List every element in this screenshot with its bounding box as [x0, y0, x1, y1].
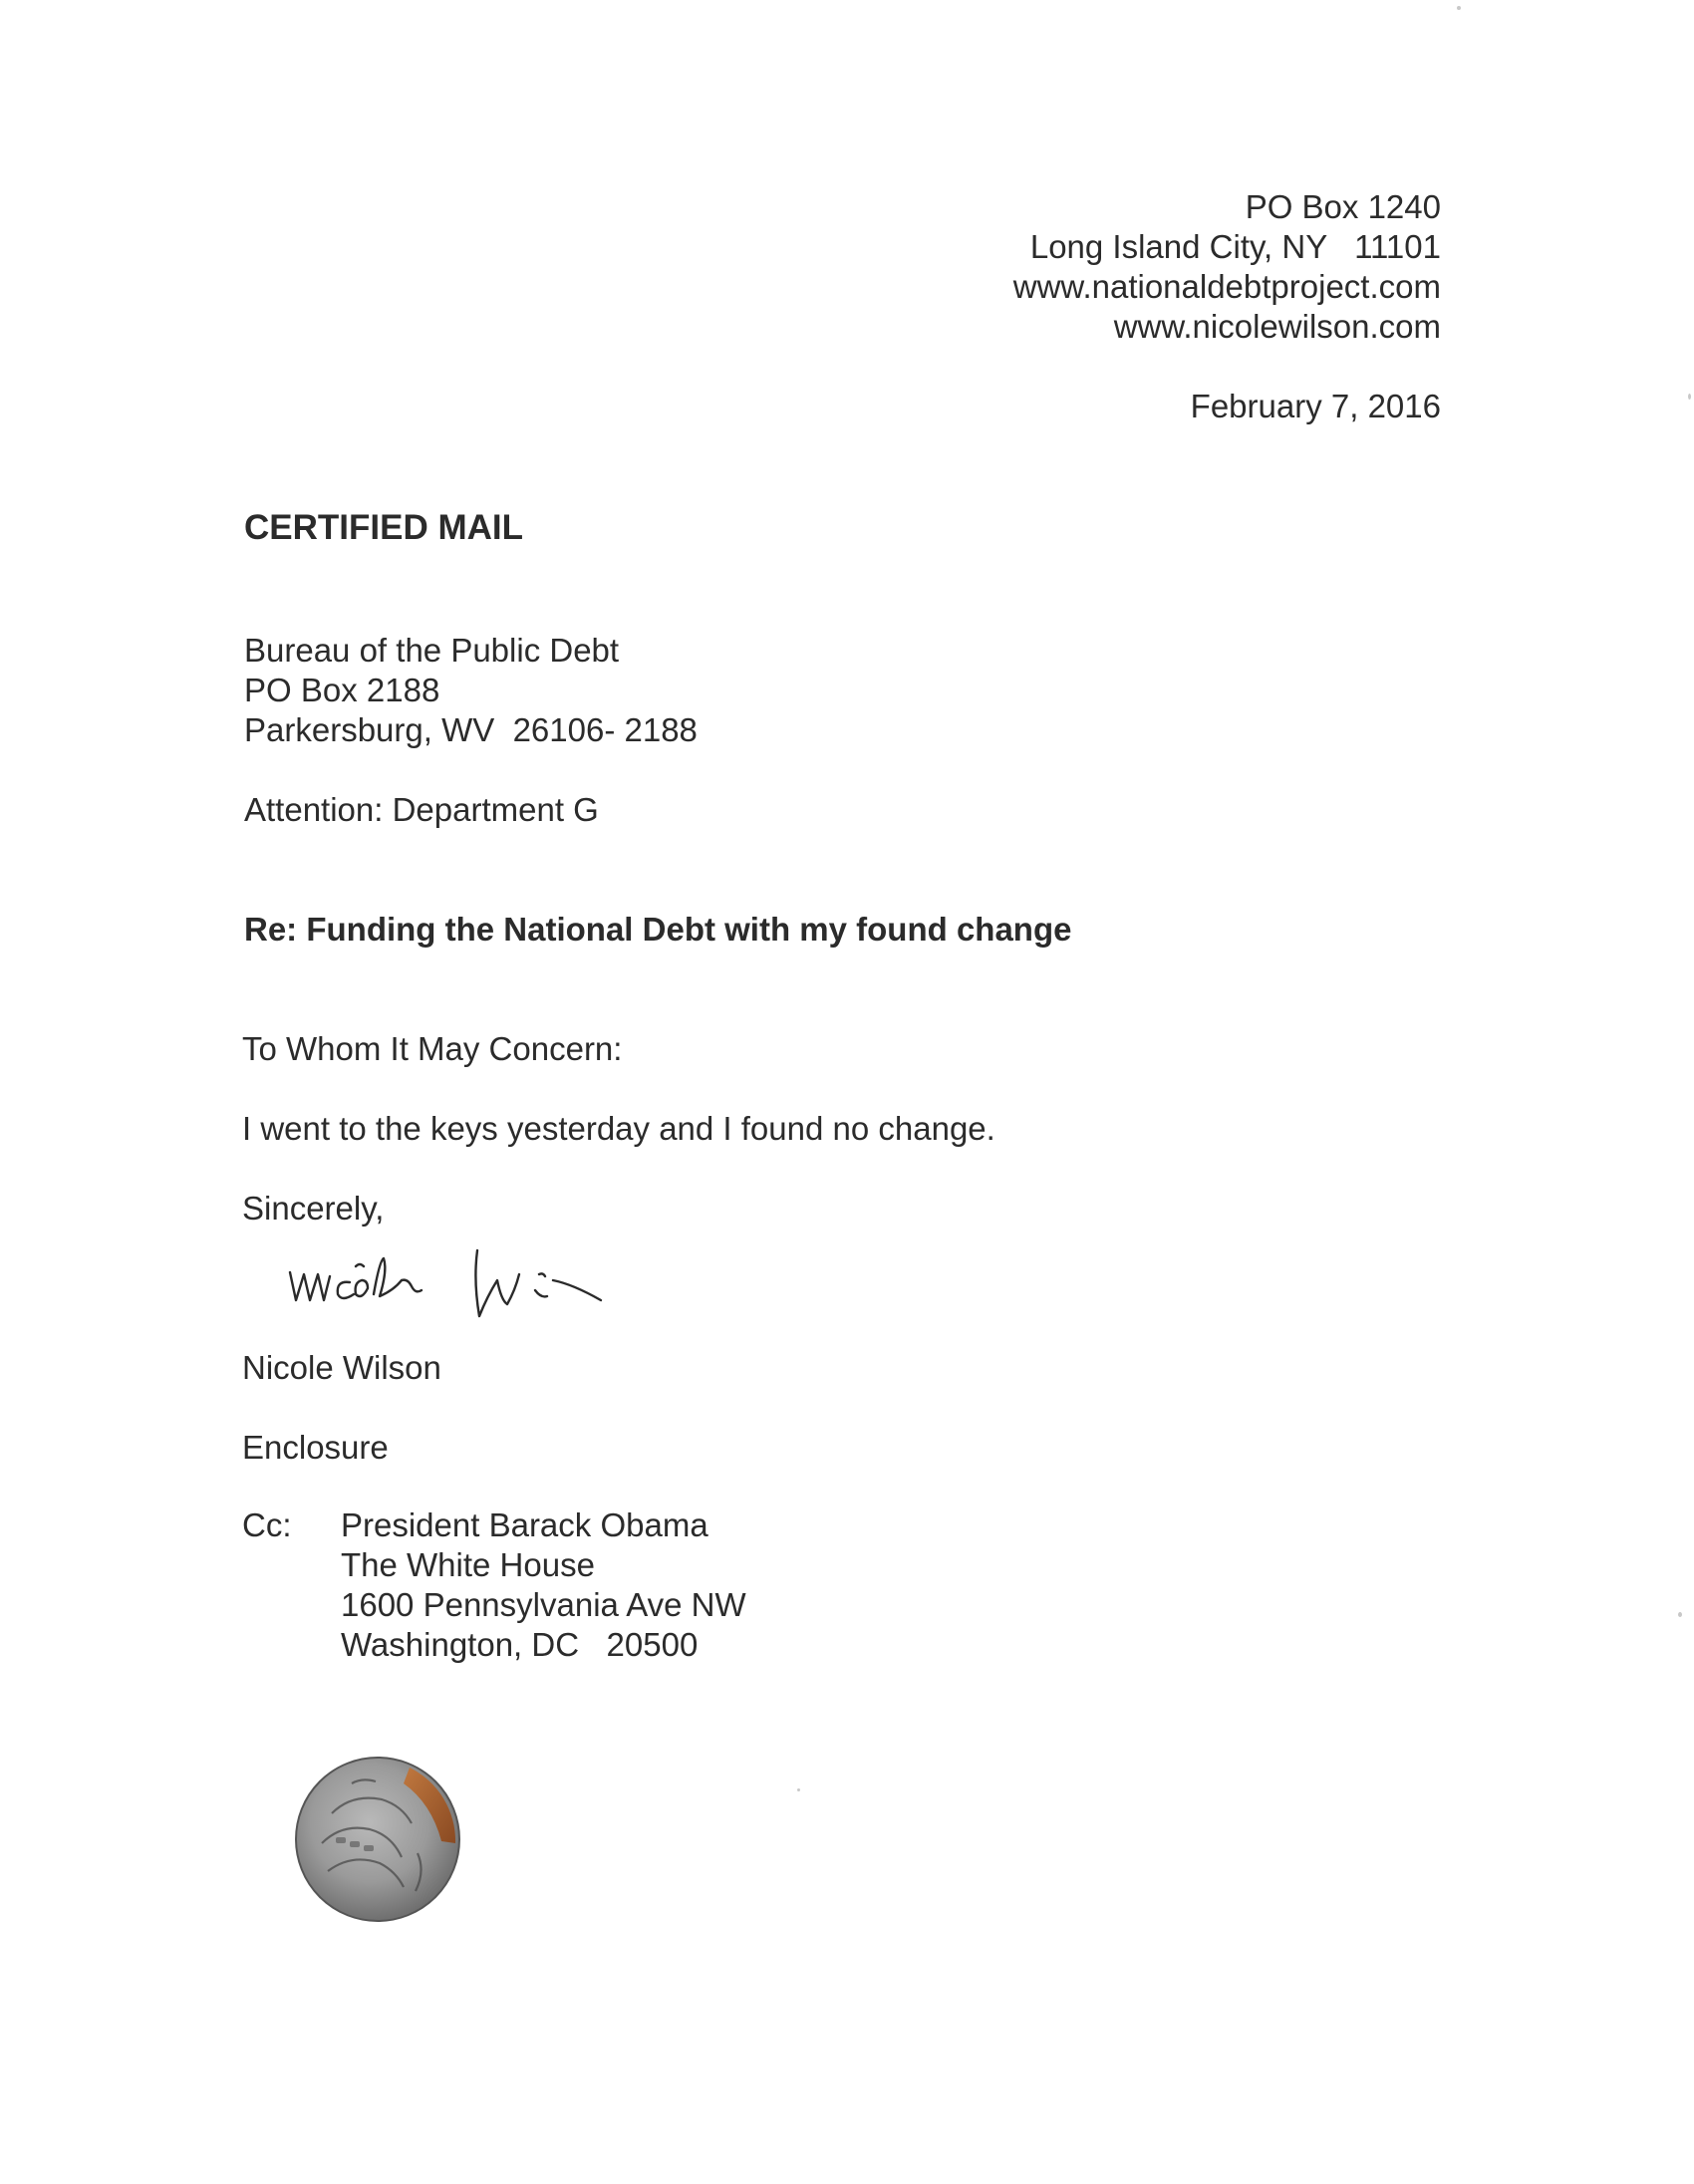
sender-website-1: www.nationaldebtproject.com: [1012, 268, 1441, 305]
penny-coin-image: [292, 1754, 463, 1925]
cc-line1: President Barack Obama: [341, 1506, 708, 1543]
cc-line2: The White House: [341, 1546, 595, 1583]
closing: Sincerely,: [242, 1190, 385, 1227]
scan-speck: [1688, 394, 1691, 400]
certified-mail-heading: CERTIFIED MAIL: [244, 508, 523, 547]
cc-line3: 1600 Pennsylvania Ave NW: [341, 1586, 746, 1623]
letter-date: February 7, 2016: [1190, 388, 1441, 424]
recipient-line3: Parkersburg, WV 26106- 2188: [244, 711, 698, 748]
sender-website-2: www.nicolewilson.com: [1113, 308, 1441, 345]
handwritten-signature: [284, 1230, 623, 1330]
recipient-line2: PO Box 2188: [244, 672, 440, 708]
cc-line4: Washington, DC 20500: [341, 1626, 699, 1663]
scan-speck: [1457, 6, 1461, 10]
cc-label: Cc:: [242, 1506, 292, 1543]
recipient-line1: Bureau of the Public Debt: [244, 632, 620, 669]
sender-address-line2: Long Island City, NY 11101: [1029, 228, 1441, 265]
body-text: I went to the keys yesterday and I found no change.: [242, 1110, 995, 1147]
salutation: To Whom It May Concern:: [242, 1030, 623, 1067]
signer-name: Nicole Wilson: [242, 1349, 441, 1386]
scan-speck: [797, 1788, 800, 1791]
attention-line: Attention: Department G: [244, 791, 599, 828]
sender-address-line1: PO Box 1240: [1245, 188, 1441, 225]
enclosure-note: Enclosure: [242, 1429, 389, 1466]
scan-speck: [1678, 1612, 1682, 1617]
cc-recipient: [341, 1505, 746, 1665]
subject-line: Re: Funding the National Debt with my found change: [244, 911, 1072, 948]
